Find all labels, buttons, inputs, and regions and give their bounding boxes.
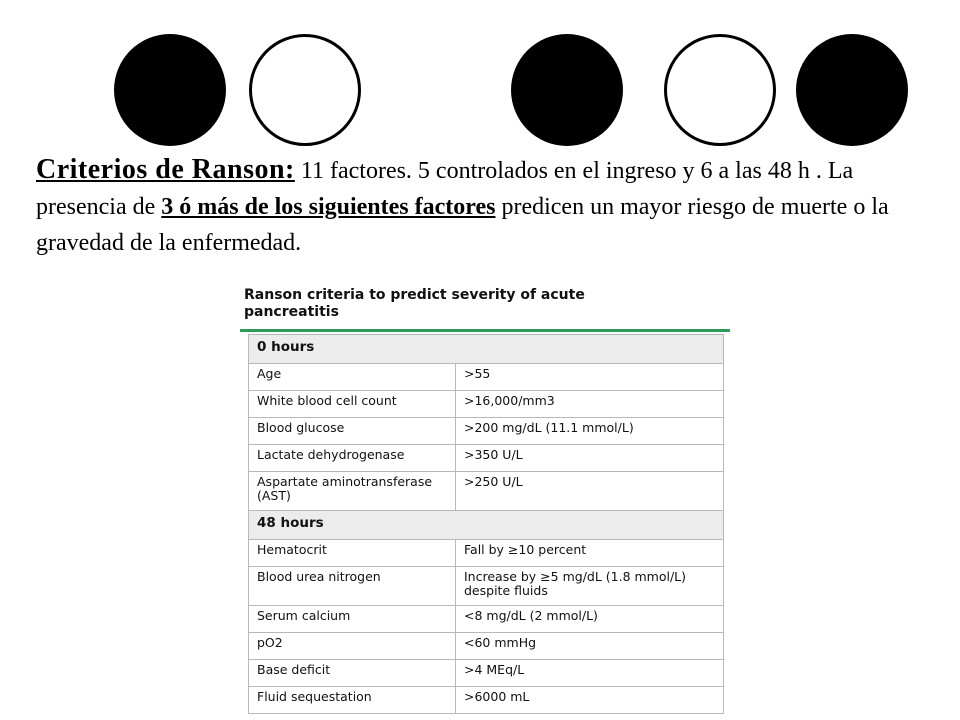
empty-circle-decoration <box>664 34 776 146</box>
table-row <box>249 391 724 418</box>
intro-emphasis: 3 ó más de los siguientes factores <box>161 194 496 220</box>
value-cell: >4 MEq/L <box>456 660 724 687</box>
intro-text-1: 11 factores. 5 controlados en el ingreso y 6 a las 48 h . La presencia de <box>36 158 854 220</box>
intro-text-2: predicen un mayor riesgo de muerte o la gravedad de la enfermedad. <box>36 194 889 256</box>
criterion-cell: Serum calcium <box>249 606 456 633</box>
value-cell: >16,000/mm3 <box>456 391 724 418</box>
filled-circle-decoration <box>114 34 226 146</box>
table-row <box>249 445 724 472</box>
table-row <box>249 633 724 660</box>
table-row <box>249 540 724 567</box>
criterion-cell: Aspartate aminotransferase (AST) <box>249 472 456 511</box>
intro-paragraph <box>36 152 916 261</box>
ranson-table <box>248 334 724 714</box>
value-cell: >55 <box>456 364 724 391</box>
value-cell: Fall by ≥10 percent <box>456 540 724 567</box>
criterion-cell: Lactate dehydrogenase <box>249 445 456 472</box>
table-row <box>249 687 724 714</box>
section-heading: 0 hours <box>249 335 724 364</box>
table-row <box>249 472 724 511</box>
table-section-header <box>249 335 724 364</box>
criterion-cell: Base deficit <box>249 660 456 687</box>
section-heading: 48 hours <box>249 511 724 540</box>
value-cell: Increase by ≥5 mg/dL (1.8 mmol/L) despite fluids <box>456 567 724 606</box>
criterion-cell: pO2 <box>249 633 456 660</box>
title-rule <box>240 329 730 332</box>
value-cell: >200 mg/dL (11.1 mmol/L) <box>456 418 724 445</box>
criterion-cell: Fluid sequestation <box>249 687 456 714</box>
criterion-cell: White blood cell count <box>249 391 456 418</box>
table-row <box>249 660 724 687</box>
value-cell: <60 mmHg <box>456 633 724 660</box>
criterion-cell: Hematocrit <box>249 540 456 567</box>
intro-lead: Criterios de Ranson: <box>36 154 295 185</box>
value-cell: >350 U/L <box>456 445 724 472</box>
criterion-cell: Blood glucose <box>249 418 456 445</box>
table-row <box>249 606 724 633</box>
filled-circle-decoration <box>796 34 908 146</box>
table-title: Ranson criteria to predict severity of acute pancreatitis <box>244 287 585 320</box>
criterion-cell: Age <box>249 364 456 391</box>
filled-circle-decoration <box>511 34 623 146</box>
value-cell: >6000 mL <box>456 687 724 714</box>
table-row <box>249 567 724 606</box>
table-section-header <box>249 511 724 540</box>
value-cell: >250 U/L <box>456 472 724 511</box>
table-row <box>249 364 724 391</box>
table-row <box>249 418 724 445</box>
empty-circle-decoration <box>249 34 361 146</box>
value-cell: <8 mg/dL (2 mmol/L) <box>456 606 724 633</box>
criterion-cell: Blood urea nitrogen <box>249 567 456 606</box>
